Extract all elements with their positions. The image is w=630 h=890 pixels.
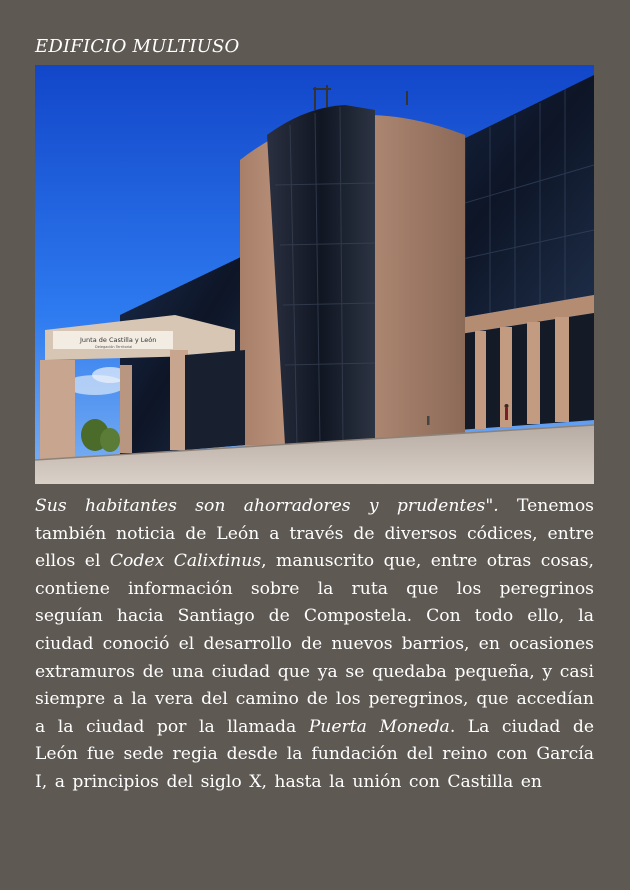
- sign-text: Junta de Castilla y León: [80, 336, 157, 344]
- paragraph-part-3: . La ciudad de León fue sede regia desde la fundación del reino con García I, a principios del siglo X, hasta la unión con Castilla en: [35, 716, 595, 792]
- building-photo: [35, 65, 594, 484]
- sign-subtext: Delegación Territorial: [95, 345, 133, 349]
- page-title: EDIFICIO MULTIUSO: [35, 36, 240, 57]
- codex-title: Codex Calixtinus: [109, 551, 262, 572]
- quote-text: Sus habitantes son ahorradores y prudentes".: [35, 496, 499, 516]
- paragraph-part-1: Tenemos también noticia de León a través de diversos códices, entre ellos el: [35, 496, 594, 572]
- puerta-moneda: Puerta Moneda: [308, 716, 450, 737]
- body-text: [35, 493, 594, 797]
- paragraph-part-2: , manuscrito que, entre otras cosas, contiene información sobre la ruta que los peregrinos seguían hacia Santiago de Compostela. Con todo ello, la ciudad conoció el desarrollo de nuevos barrios, en ocasiones extramuros de una ciudad que ya se quedaba pequeña, y casi siempre a la vera del camino de los peregrinos, que accedían a la ciudad por la llamada: [35, 551, 595, 737]
